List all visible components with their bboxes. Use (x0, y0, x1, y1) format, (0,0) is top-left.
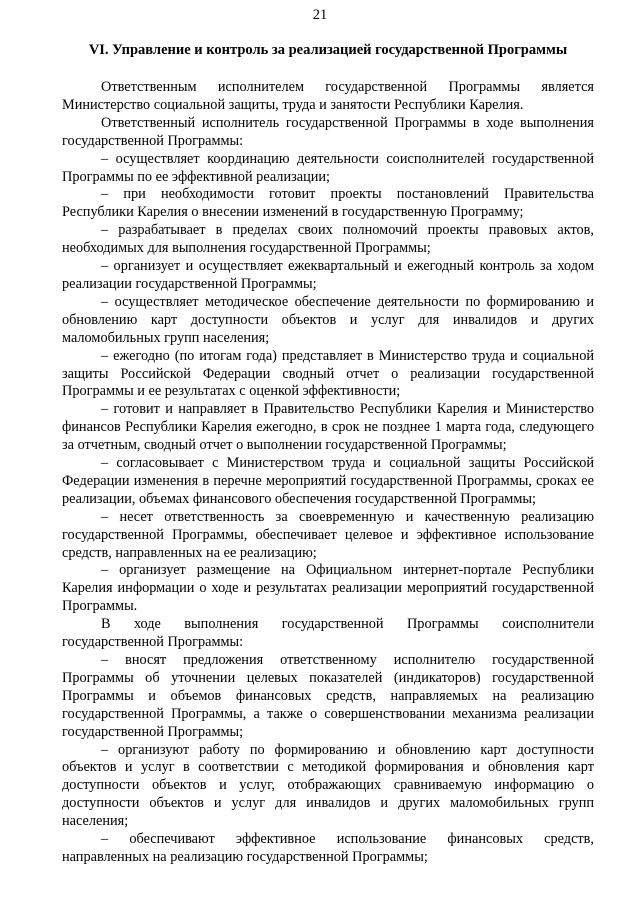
paragraph: – несет ответственность за своевременную и качественную реализацию государственной Программы, обеспечивает целевое и эффективное использование средств, направленных на ее реализацию; (62, 508, 594, 561)
paragraph: – готовит и направляет в Правительство Республики Карелия и Министерство финансов Республики Карелия ежегодно, в срок не позднее 1 марта года, следующего за отчетным, сводный отчет о выполнении государственной Программы; (62, 401, 594, 454)
paragraph: – организует размещение на Официальном интернет-портале Республики Карелия информации о ходе и результатах реализации мероприятий государственной Программы. (62, 562, 594, 615)
paragraph: – разрабатывает в пределах своих полномочий проекты правовых актов, необходимых для выполнения государственной Программы; (62, 222, 594, 257)
paragraph: – обеспечивают эффективное использование финансовых средств, направленных на реализацию государственной Программы; (62, 831, 594, 865)
paragraph: – вносят предложения ответственному исполнителю государственной Программы об уточнении целевых показателей (индикаторов) государственной Программы и объемов финансовых средств, направляемых на реализацию государственной Программы, а также о совершенствовании механизма реализации государственной Программы; (62, 652, 594, 740)
document-body (62, 79, 594, 867)
paragraph: – согласовывает с Министерством труда и социальной защиты Российской Федерации изменения в перечне мероприятий государственной Программы, сроках ее реализации, объемах финансового обеспечения государственной Программы; (62, 455, 594, 507)
paragraph: – осуществляет координацию деятельности соисполнителей государственной Программы по ее эффективной реализации; (62, 150, 594, 185)
paragraph: – ежегодно (по итогам года) представляет в Министерство труда и социальной защиты Российской Федерации сводный отчет о реализации государственной Программы и ее результатах с оценкой эффективности; (62, 347, 594, 400)
paragraph: Ответственный исполнитель государственной Программы в ходе выполнения государственной Программы: (62, 114, 594, 149)
paragraph: – осуществляет методическое обеспечение деятельности по формированию и обновлению карт доступности объектов и услуг для инвалидов и других маломобильных групп населения; (62, 293, 594, 346)
paragraph: – при необходимости готовит проекты постановлений Правительства Республики Карелия о внесении изменений в государственную Программу; (62, 186, 594, 221)
paragraph: В ходе выполнения государственной Программы соисполнители государственной Программы: (62, 616, 594, 651)
section-title: VI. Управление и контроль за реализацией государственной Программы (88, 42, 568, 58)
page-number: 21 (312, 7, 328, 23)
paragraph: – организуют работу по формированию и обновлению карт доступности объектов и услуг в соответствии с методикой формирования и обновления карт доступности объектов и услуг, отображающих сравниваемую информацию о доступности объектов и услуг для инвалидов и других маломобильных групп населения; (62, 741, 594, 830)
paragraph: – организует и осуществляет ежеквартальный и ежегодный контроль за ходом реализации государственной Программы; (62, 258, 594, 292)
paragraph: Ответственным исполнителем государственной Программы является Министерство социальной защиты, труда и занятости Республики Карелия. (62, 79, 594, 113)
